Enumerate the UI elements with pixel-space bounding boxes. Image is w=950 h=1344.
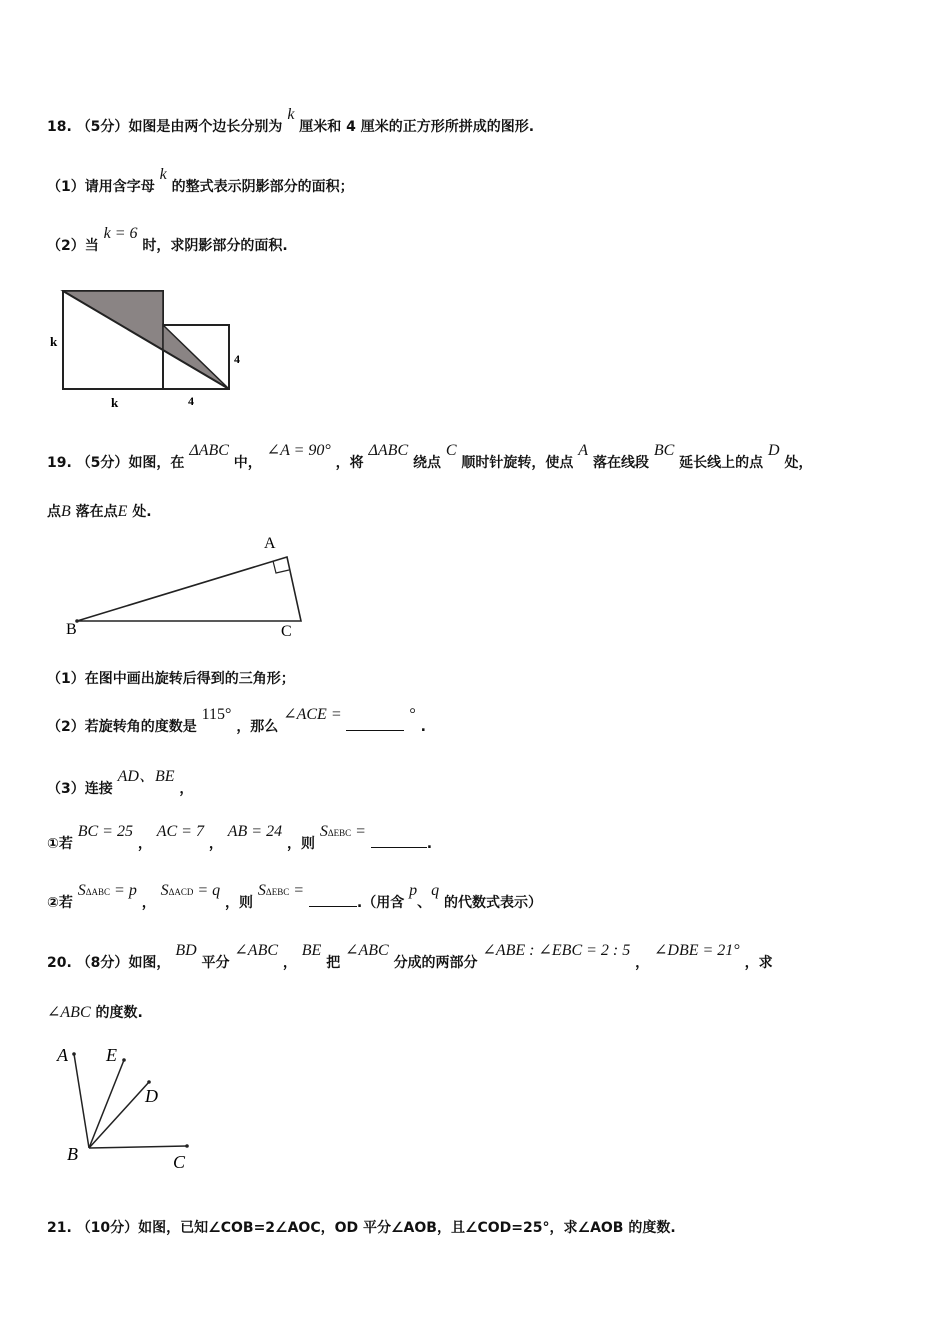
q19-l2-c: 落在点: [75, 504, 118, 520]
q19-c2-t1: ，: [141, 895, 156, 911]
q18-p1-text-a: （1）请用含字母: [47, 179, 155, 195]
q20-label-d: D: [145, 1086, 158, 1106]
q19-c1-a: ①若: [47, 836, 73, 852]
q19-c2-sub2: ΔACD: [168, 887, 194, 897]
q18-p1-text-b: 的整式表示阴影部分的面积；: [171, 179, 354, 195]
q19-e7: D: [768, 442, 780, 459]
q20-label-c: C: [173, 1152, 186, 1172]
q19-c2-p: p: [409, 882, 418, 899]
q20-ray-be: [89, 1060, 124, 1148]
q21-stem: [47, 1217, 676, 1237]
q19-c2-s2: S: [160, 882, 169, 899]
q21-text: 如图，已知∠COB=2∠AOC，OD 平分∠AOB，且∠COD=25°，求∠AOB 的度数.: [138, 1220, 676, 1236]
q19-stem-line2: [47, 501, 152, 521]
q21-number: 21.: [47, 1220, 72, 1236]
q19-part3: [47, 768, 194, 798]
q19-triangle: [77, 557, 301, 621]
q21-score: （10分）: [76, 1220, 139, 1236]
q19-c1-answer-blank[interactable]: [371, 847, 427, 848]
q20-number: 20.: [47, 955, 72, 971]
q19-t5: 顺时针旋转，使点: [461, 455, 574, 471]
q18-text-b: 厘米和 4 厘米的正方形所拼成的图形.: [299, 119, 535, 135]
q18-figure: [40, 280, 240, 416]
q19-t1: 如图，在: [128, 455, 185, 471]
q19-c2-s3: S: [257, 882, 266, 899]
q19-c1-t2: ，: [208, 836, 223, 852]
q20-label-b: B: [67, 1144, 78, 1164]
q18-p2-expr: k = 6: [103, 225, 138, 242]
q18-stem: [47, 106, 535, 136]
q20-point-e: [122, 1058, 126, 1062]
q19-c1-t3: ，则: [286, 836, 315, 852]
q20-e6: ∠DBE = 21°: [654, 942, 740, 959]
q20-e4: ∠ABC: [345, 942, 389, 959]
q20-e1: BD: [175, 942, 197, 959]
q19-p3-a: （3）连接: [47, 781, 113, 797]
q18-p2-text-b: 时，求阴影部分的面积.: [142, 238, 288, 254]
q19-e3: ΔABC: [368, 442, 409, 459]
q19-p1-text: （1）在图中画出旋转后得到的三角形；: [47, 671, 295, 687]
q20-e2: ∠ABC: [234, 942, 279, 959]
q20-e3: BE: [301, 942, 322, 959]
q18-text-a: 如图是由两个边长分别为: [128, 119, 283, 135]
q19-c2-sub1: ΔABC: [85, 887, 111, 897]
q20-t5: 分成的两部分: [393, 955, 478, 971]
q19-l2-a: 点: [47, 504, 61, 520]
q20-ray-bc: [89, 1146, 187, 1148]
q18-label-bottom-k: k: [111, 395, 119, 410]
q18-p1-var: k: [159, 166, 167, 183]
q20-label-a: A: [57, 1045, 68, 1065]
q19-right-angle-mark: [273, 561, 289, 573]
q20-t1: 如图，: [128, 955, 171, 971]
q18-var-k: k: [287, 106, 295, 123]
q20-point-a: [72, 1052, 76, 1056]
q20-e5: ∠ABE : ∠EBC = 2 : 5: [482, 942, 631, 959]
q19-c1-e1: BC = 25: [77, 823, 133, 840]
q18-number: 18.: [47, 119, 72, 135]
q18-part2: [47, 225, 288, 255]
q18-label-right-4: 4: [234, 352, 240, 366]
q20-figure: [50, 1040, 210, 1175]
q19-e1: ΔABC: [189, 442, 229, 459]
q19-c2-q: q: [431, 882, 440, 899]
q20-l2-expr: ∠ABC: [47, 1004, 91, 1021]
q19-p2-end: .: [420, 719, 426, 735]
q19-t8: 处，: [784, 455, 813, 471]
q19-case2: [47, 882, 542, 912]
q19-c1-end: .: [426, 836, 433, 852]
q19-l2-d: E: [117, 503, 128, 520]
q20-stem: [47, 942, 773, 972]
q19-c2-eq1: = p: [110, 882, 137, 899]
q18-label-left-k: k: [50, 334, 58, 349]
q20-l2-text: 的度数.: [95, 1005, 143, 1021]
q20-score: （8分）: [76, 955, 129, 971]
q19-c2-area2: [161, 882, 221, 899]
q19-c1-e2: AC = 7: [156, 823, 204, 840]
q19-p2-expr: ∠ACE =: [283, 706, 342, 723]
q19-l2-b: B: [61, 503, 71, 520]
q19-t2: 中，: [233, 455, 262, 471]
q20-point-d: [147, 1080, 151, 1084]
q19-c1-sub: ΔEBC: [327, 828, 352, 838]
q19-score: （5分）: [76, 455, 129, 471]
q19-c2-area1: [78, 882, 137, 899]
q19-e4: C: [445, 442, 457, 459]
q19-p3-b: ，: [179, 781, 194, 797]
q20-t7: ，求: [744, 955, 773, 971]
q20-t3: ，: [282, 955, 297, 971]
q19-p3-expr: AD、BE: [117, 768, 175, 785]
q19-c2-t2: ，则: [225, 895, 254, 911]
q19-c2-eq3: =: [289, 882, 305, 899]
q19-p2-answer-blank[interactable]: [346, 730, 404, 731]
q20-label-e: E: [106, 1045, 117, 1065]
q20-point-c: [185, 1144, 189, 1148]
q19-c1-eq: =: [351, 823, 366, 840]
q19-e2: ∠A = 90°: [266, 442, 331, 459]
q19-c2-sub3: ΔEBC: [265, 887, 290, 897]
q19-p2-deg: °: [409, 706, 416, 723]
q18-score: （5分）: [76, 119, 129, 135]
q19-number: 19.: [47, 455, 72, 471]
q20-ray-ba: [74, 1054, 89, 1148]
q19-p2-a: （2）若旋转角的度数是: [47, 719, 197, 735]
q19-t3: ，将: [335, 455, 364, 471]
q19-c1-e3: AB = 24: [227, 823, 283, 840]
q19-stem: [47, 442, 813, 472]
q19-l2-e: 处.: [132, 504, 152, 520]
q20-t2: 平分: [201, 955, 230, 971]
q19-label-c: C: [281, 623, 292, 640]
q19-t4: 绕点: [413, 455, 441, 471]
q19-p2-angle: 115°: [201, 706, 232, 723]
q19-e6: BC: [653, 442, 675, 459]
q19-case1: [47, 823, 433, 853]
q19-c2-s1: S: [77, 882, 86, 899]
q19-c2-answer-blank[interactable]: [309, 906, 357, 907]
q19-t7: 延长线上的点: [679, 455, 764, 471]
q20-t6: ，: [635, 955, 650, 971]
q19-e5: A: [578, 442, 589, 459]
q19-figure: [60, 530, 310, 642]
q20-stem-line2: [47, 1002, 143, 1022]
q19-label-a: A: [264, 535, 276, 552]
q19-c1-t1: ，: [137, 836, 152, 852]
q19-c2-t4: 的代数式表示）: [443, 895, 542, 911]
q20-ray-bd: [89, 1082, 149, 1148]
q18-part1: [47, 166, 354, 196]
q18-p2-text-a: （2）当: [47, 238, 99, 254]
q19-p2-b: ，那么: [236, 719, 279, 735]
q19-t6: 落在线段: [592, 455, 649, 471]
q19-c2-t3: .（用含: [356, 895, 405, 911]
q20-t4: 把: [326, 955, 341, 971]
q19-c2-area3: [258, 882, 304, 899]
q18-label-bottom-4: 4: [188, 394, 194, 408]
q19-c2-sep: 、: [417, 895, 432, 911]
q19-label-b: B: [66, 621, 77, 638]
q19-part1: [47, 668, 295, 688]
q19-c1-area: [320, 823, 366, 840]
q19-c2-a: ②若: [47, 895, 73, 911]
q19-c2-eq2: = q: [193, 882, 221, 899]
q19-c1-s: S: [319, 823, 328, 840]
q19-part2: [47, 706, 426, 736]
